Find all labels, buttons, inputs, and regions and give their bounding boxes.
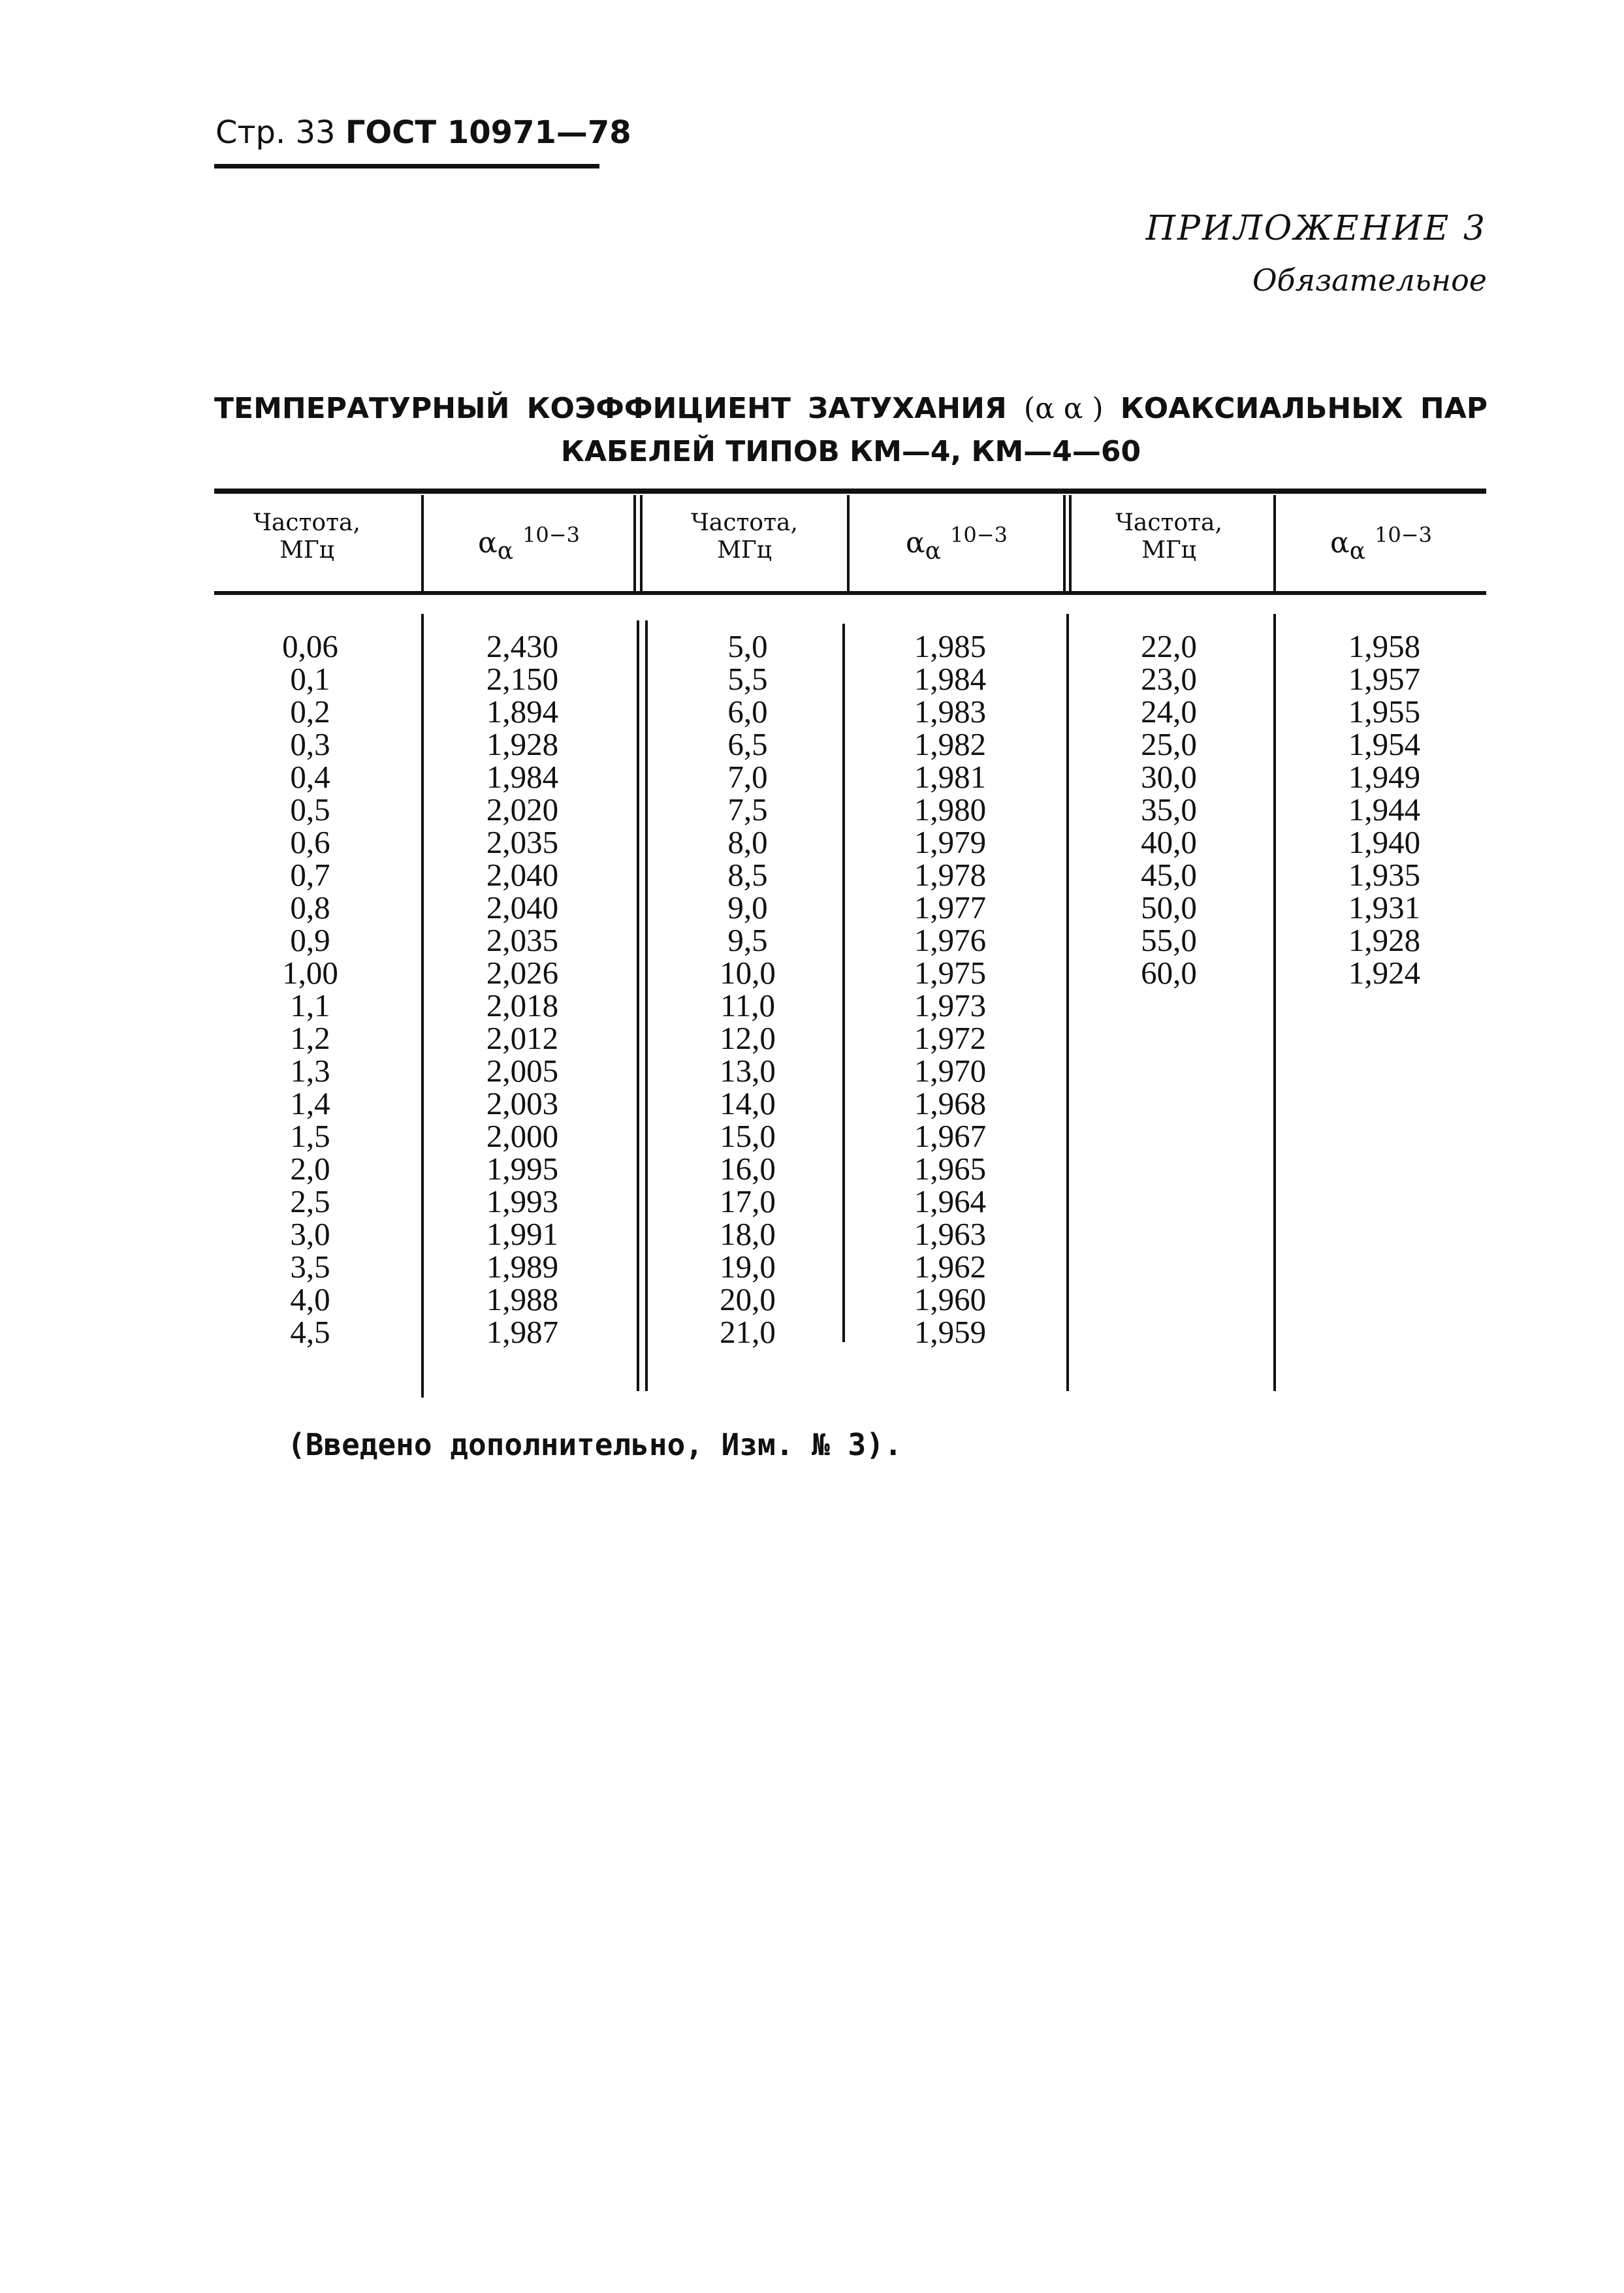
page-header [215, 114, 631, 151]
table-cell: 0,4 [290, 759, 330, 795]
table-cell: 1,965 [914, 1151, 987, 1187]
table-cell: 2,020 [486, 792, 559, 827]
column-divider [421, 614, 424, 1398]
table-cell: 12,0 [720, 1020, 776, 1056]
alpha-exponent: 10−3 [1375, 522, 1432, 547]
title-word: ЗАТУХАНИЯ [808, 392, 1007, 425]
table-cell: 7,5 [727, 792, 768, 827]
table-cell: 1,2 [290, 1020, 330, 1056]
table-cell: 1,1 [290, 987, 330, 1023]
column-divider [637, 620, 639, 1391]
table-cell: 8,0 [727, 824, 768, 860]
table-cell: 1,935 [1348, 857, 1421, 893]
column-divider [1063, 495, 1066, 593]
header-text: Частота, [253, 509, 360, 536]
table-cell: 4,0 [290, 1281, 330, 1317]
table-cell: 6,5 [727, 726, 768, 762]
column-divider [421, 495, 424, 593]
column-divider [645, 620, 648, 1391]
table-cell: 1,967 [914, 1118, 987, 1154]
table-cell: 2,0 [290, 1151, 330, 1187]
table-cell: 2,035 [486, 824, 559, 860]
alpha-exponent: 10−3 [522, 522, 580, 547]
table-cell: 1,983 [914, 694, 987, 730]
table-cell: 1,968 [914, 1085, 987, 1121]
appendix-subtitle: Обязательное [1252, 263, 1487, 298]
table-cell: 50,0 [1141, 890, 1197, 925]
table-cell: 1,980 [914, 792, 987, 827]
table-cell: 8,5 [727, 857, 768, 893]
freq-column-header [646, 509, 842, 564]
table-cell: 1,960 [914, 1281, 987, 1317]
alpha-column [444, 630, 601, 1349]
freq-column [1091, 630, 1247, 989]
table-cell: 7,0 [727, 759, 768, 795]
table-cell: 19,0 [720, 1249, 776, 1285]
table-cell: 1,984 [914, 661, 987, 697]
table-title-line2: КАБЕЛЕЙ ТИПОВ КМ—4, КМ—4—60 [560, 435, 1141, 468]
table-cell: 2,040 [486, 857, 559, 893]
table-cell: 0,06 [282, 628, 338, 664]
header-text: Частота, [1115, 509, 1222, 536]
title-word: ТЕМПЕРАТУРНЫЙ [214, 392, 510, 425]
header-unit: МГц [279, 537, 334, 564]
table-cell: 60,0 [1141, 955, 1197, 991]
table-cell: 1,975 [914, 955, 987, 991]
alpha-subscript: α [925, 537, 942, 565]
table-cell: 1,3 [290, 1053, 330, 1089]
table-cell: 20,0 [720, 1281, 776, 1317]
table-cell: 1,928 [486, 726, 559, 762]
title-word: КОАКСИАЛЬНЫХ [1120, 392, 1403, 425]
table-cell: 1,00 [282, 955, 338, 991]
alpha-column-header [1283, 522, 1479, 564]
header-unit: МГц [1141, 537, 1196, 564]
table-cell: 14,0 [720, 1085, 776, 1121]
table-cell: 1,981 [914, 759, 987, 795]
table-cell: 9,5 [727, 922, 768, 958]
alpha-symbol: α [906, 526, 925, 560]
table-title-line1 [214, 392, 1488, 425]
table-cell: 1,954 [1348, 726, 1421, 762]
amendment-note: (Введено дополнительно, Изм. № 3). [287, 1427, 902, 1462]
alpha-column [872, 630, 1028, 1349]
table-cell: 22,0 [1141, 628, 1197, 664]
table-cell: 5,5 [727, 661, 768, 697]
freq-column-header [209, 509, 405, 564]
alpha-symbol: α [1330, 526, 1350, 560]
table-cell: 0,3 [290, 726, 330, 762]
table-cell: 1,979 [914, 824, 987, 860]
freq-column [669, 630, 826, 1349]
table-cell: 1,5 [290, 1118, 330, 1154]
table-cell: 0,5 [290, 792, 330, 827]
table-cell: 2,003 [486, 1085, 559, 1121]
table-cell: 1,973 [914, 987, 987, 1023]
table-cell: 10,0 [720, 955, 776, 991]
table-cell: 1,972 [914, 1020, 987, 1056]
table-cell: 2,018 [486, 987, 559, 1023]
column-divider [640, 495, 643, 593]
table-cell: 1,989 [486, 1249, 559, 1285]
table-cell: 2,5 [290, 1183, 330, 1219]
table-cell: 3,5 [290, 1249, 330, 1285]
alpha-symbol: α [478, 526, 498, 560]
table-cell: 16,0 [720, 1151, 776, 1187]
table-cell: 2,430 [486, 628, 559, 664]
table-cell: 2,035 [486, 922, 559, 958]
header-unit: МГц [717, 537, 772, 564]
table-cell: 0,9 [290, 922, 330, 958]
table-cell: 0,6 [290, 824, 330, 860]
table-cell: 13,0 [720, 1053, 776, 1089]
table-cell: 18,0 [720, 1216, 776, 1252]
table-cell: 1,940 [1348, 824, 1421, 860]
table-cell: 1,970 [914, 1053, 987, 1089]
page-number: Стр. 33 [215, 114, 336, 151]
table-cell: 25,0 [1141, 726, 1197, 762]
column-divider [1273, 495, 1276, 593]
alpha-subscript: α [497, 537, 514, 565]
alpha-subscript: α [1349, 537, 1366, 565]
table-cell: 1,977 [914, 890, 987, 925]
column-divider [633, 495, 636, 593]
title-symbol: (α α ) [1023, 392, 1104, 425]
table-cell: 0,1 [290, 661, 330, 697]
table-cell: 2,005 [486, 1053, 559, 1089]
table-cell: 1,987 [486, 1314, 559, 1350]
table-cell: 0,2 [290, 694, 330, 730]
table-cell: 30,0 [1141, 759, 1197, 795]
table-cell: 1,924 [1348, 955, 1421, 991]
table-cell: 1,949 [1348, 759, 1421, 795]
title-word: КОЭФФИЦИЕНТ [526, 392, 791, 425]
table-cell: 2,012 [486, 1020, 559, 1056]
alpha-column-header [431, 522, 627, 564]
table-cell: 1,984 [486, 759, 559, 795]
table-cell: 1,963 [914, 1216, 987, 1252]
appendix-block [1146, 209, 1487, 298]
table-cell: 40,0 [1141, 824, 1197, 860]
table-cell: 1,988 [486, 1281, 559, 1317]
alpha-exponent: 10−3 [950, 522, 1008, 547]
table-cell: 1,982 [914, 726, 987, 762]
table-cell: 5,0 [727, 628, 768, 664]
table-cell: 3,0 [290, 1216, 330, 1252]
table-cell: 45,0 [1141, 857, 1197, 893]
table-cell: 2,000 [486, 1118, 559, 1154]
column-divider [1273, 614, 1276, 1391]
table-cell: 21,0 [720, 1314, 776, 1350]
header-rule [214, 164, 599, 168]
table-cell: 1,985 [914, 628, 987, 664]
table-top-rule [214, 489, 1486, 494]
table-cell: 2,040 [486, 890, 559, 925]
table-cell: 1,944 [1348, 792, 1421, 827]
table-cell: 1,993 [486, 1183, 559, 1219]
table-cell: 1,964 [914, 1183, 987, 1219]
table-cell: 1,959 [914, 1314, 987, 1350]
table-cell: 1,962 [914, 1249, 987, 1285]
table-cell: 15,0 [720, 1118, 776, 1154]
table-cell: 17,0 [720, 1183, 776, 1219]
table-cell: 23,0 [1141, 661, 1197, 697]
table-cell: 24,0 [1141, 694, 1197, 730]
table-header-rule [214, 591, 1486, 595]
table-cell: 1,957 [1348, 661, 1421, 697]
table-cell: 0,8 [290, 890, 330, 925]
table-cell: 1,894 [486, 694, 559, 730]
table-cell: 1,955 [1348, 694, 1421, 730]
table-cell: 1,4 [290, 1085, 330, 1121]
freq-column [232, 630, 389, 1349]
freq-column-header [1071, 509, 1267, 564]
table-cell: 2,026 [486, 955, 559, 991]
column-divider [842, 624, 845, 1342]
table-cell: 4,5 [290, 1314, 330, 1350]
table-cell: 9,0 [727, 890, 768, 925]
table-cell: 35,0 [1141, 792, 1197, 827]
table-cell: 1,931 [1348, 890, 1421, 925]
column-divider [847, 495, 850, 593]
column-divider [1066, 614, 1069, 1391]
table-cell: 2,150 [486, 661, 559, 697]
table-cell: 1,976 [914, 922, 987, 958]
table-cell: 6,0 [727, 694, 768, 730]
appendix-title: ПРИЛОЖЕНИЕ 3 [1145, 209, 1487, 248]
title-word: ПАР [1420, 392, 1488, 425]
table-cell: 1,991 [486, 1216, 559, 1252]
table-cell: 1,978 [914, 857, 987, 893]
document-id: ГОСТ 10971—78 [345, 114, 631, 151]
alpha-column [1306, 630, 1463, 989]
table-cell: 55,0 [1141, 922, 1197, 958]
table-cell: 1,995 [486, 1151, 559, 1187]
table-cell: 11,0 [720, 987, 775, 1023]
header-text: Частота, [691, 509, 798, 536]
table-cell: 1,958 [1348, 628, 1421, 664]
alpha-column-header [859, 522, 1055, 564]
table-cell: 0,7 [290, 857, 330, 893]
table-cell: 1,928 [1348, 922, 1421, 958]
